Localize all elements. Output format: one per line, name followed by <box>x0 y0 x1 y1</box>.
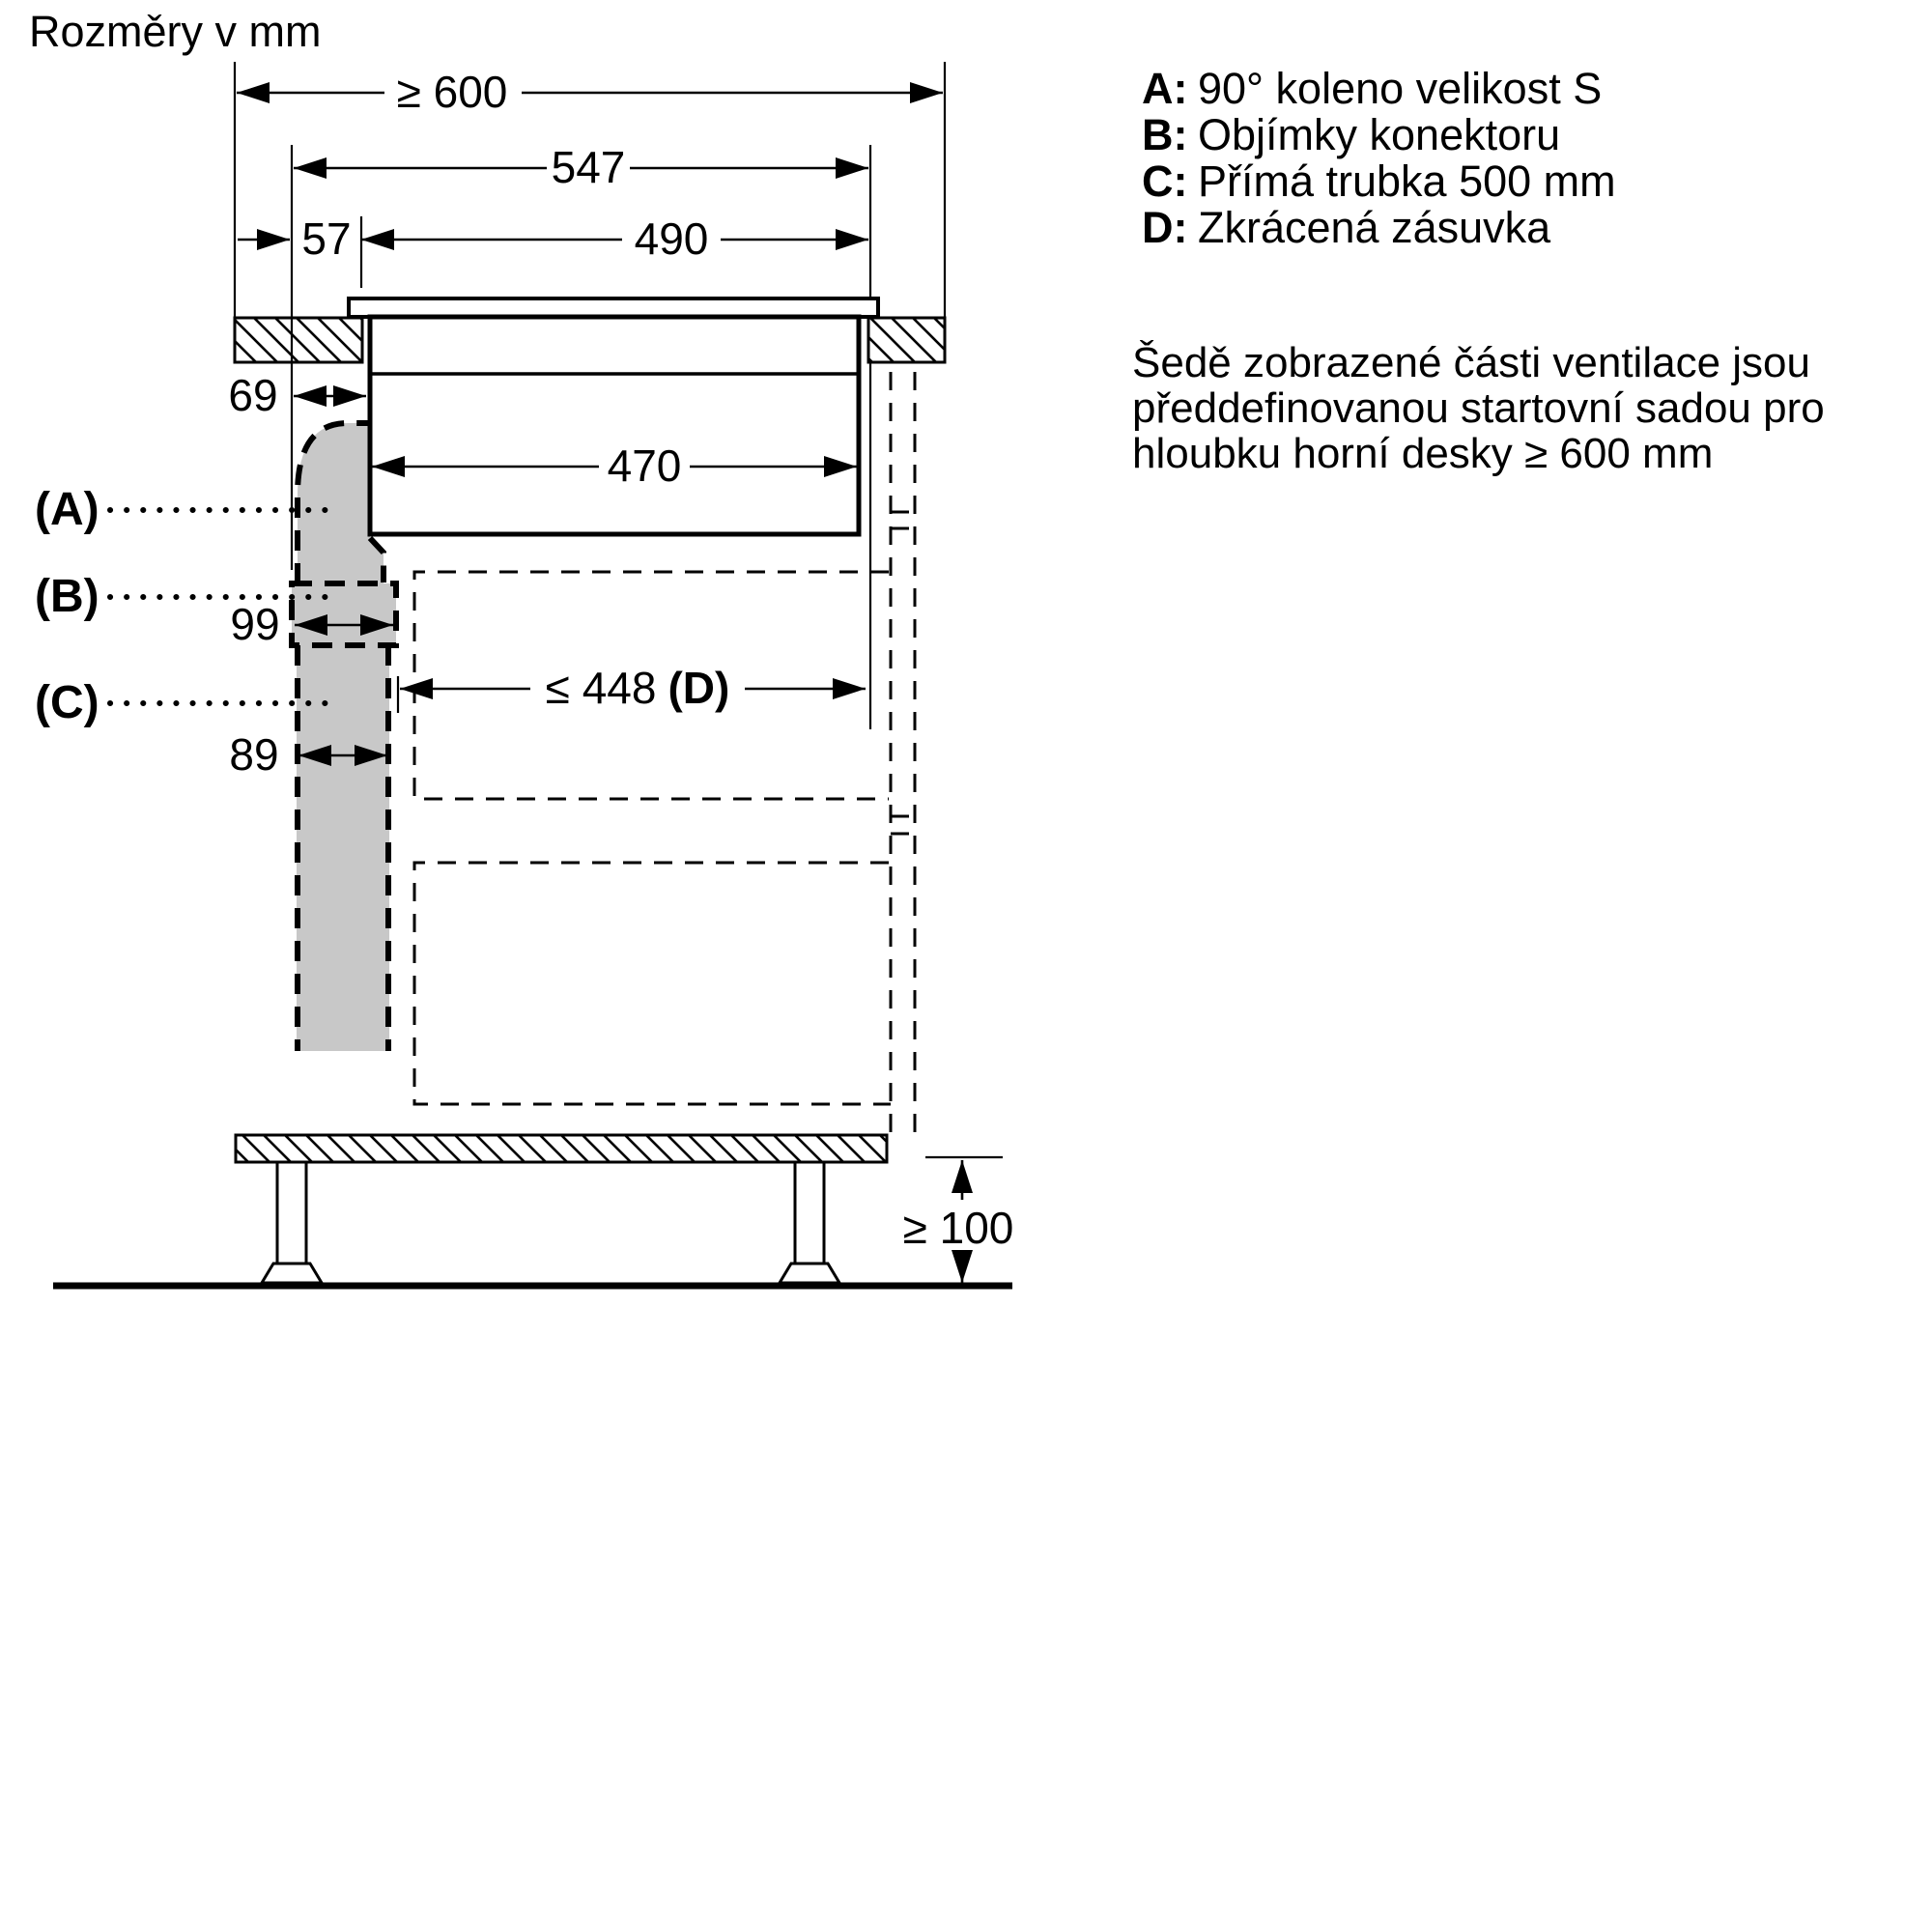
legend-key-d: D: <box>1142 203 1188 252</box>
dim-offset-cutout-row <box>238 213 868 264</box>
base-leg-right-foot <box>780 1264 839 1283</box>
dim-pipe-width: 89 <box>229 729 279 780</box>
base-leg-left-shaft <box>277 1162 306 1264</box>
duct-pipe-fill <box>297 645 389 1051</box>
base-leg-right-shaft <box>795 1162 824 1264</box>
legend-key-a: A: <box>1142 64 1188 113</box>
legend-label-b: Objímky konektoru <box>1198 110 1561 159</box>
duct-connector-fill <box>292 583 396 645</box>
dim-hob-total-width: 547 <box>551 142 626 192</box>
cabinet-right-panel-dashed <box>891 372 915 1135</box>
base-leg-right <box>780 1162 839 1283</box>
page-title: Rozměry v mm <box>29 7 322 56</box>
hob-body <box>370 317 859 534</box>
callout-c-label: (C) <box>35 677 99 728</box>
dim-drawer-depth: ≤ 448 <box>545 663 657 713</box>
dim-worktop-depth: ≥ 600 <box>396 67 508 117</box>
callout-b-label: (B) <box>35 571 99 622</box>
callout-c-group <box>35 677 340 728</box>
dim-floor-clearance-group <box>903 1157 1014 1283</box>
note-line-3: hloubku horní desky ≥ 600 mm <box>1132 430 1714 477</box>
worktop-right-section <box>868 318 945 362</box>
dim-worktop-depth-row <box>237 67 943 117</box>
dim-drawer-depth-row <box>400 663 866 713</box>
dim-drawer-ref: (D) <box>668 663 730 713</box>
base-leg-left-foot <box>262 1264 322 1283</box>
cabinet-lower-dashed-box <box>414 863 891 1104</box>
dim-rear-gap-row <box>228 370 366 420</box>
dim-cutout-width: 490 <box>634 213 709 264</box>
dim-drawer-depth-text <box>546 663 730 713</box>
legend-key-b: B: <box>1142 110 1188 159</box>
legend-label-d: Zkrácená zásuvka <box>1198 203 1551 252</box>
dim-hob-width-row <box>294 142 868 192</box>
note-line-1: Šedě zobrazené části ventilace jsou <box>1132 339 1810 386</box>
dim-edge-offset: 57 <box>301 213 352 264</box>
legend-key-c: C: <box>1142 156 1188 206</box>
worktop-left-section <box>235 318 362 362</box>
dim-floor-clearance: ≥ 100 <box>902 1203 1014 1253</box>
cabinet-lower-outline <box>414 863 891 1104</box>
callout-a-group <box>35 484 340 535</box>
note-line-2: předdefinovanou startovní sadou pro <box>1132 384 1825 432</box>
dim-body-width: 470 <box>607 440 682 491</box>
dim-rear-gap: 69 <box>228 370 278 420</box>
callout-a-label: (A) <box>35 484 99 535</box>
legend-label-c: Přímá trubka 500 mm <box>1198 156 1616 206</box>
legend-label-a: 90° koleno velikost S <box>1198 64 1603 113</box>
hob-glass-top <box>349 298 878 317</box>
base-shelf-board <box>236 1135 887 1162</box>
base-leg-left <box>262 1162 322 1283</box>
dim-connector-width: 99 <box>230 599 280 649</box>
